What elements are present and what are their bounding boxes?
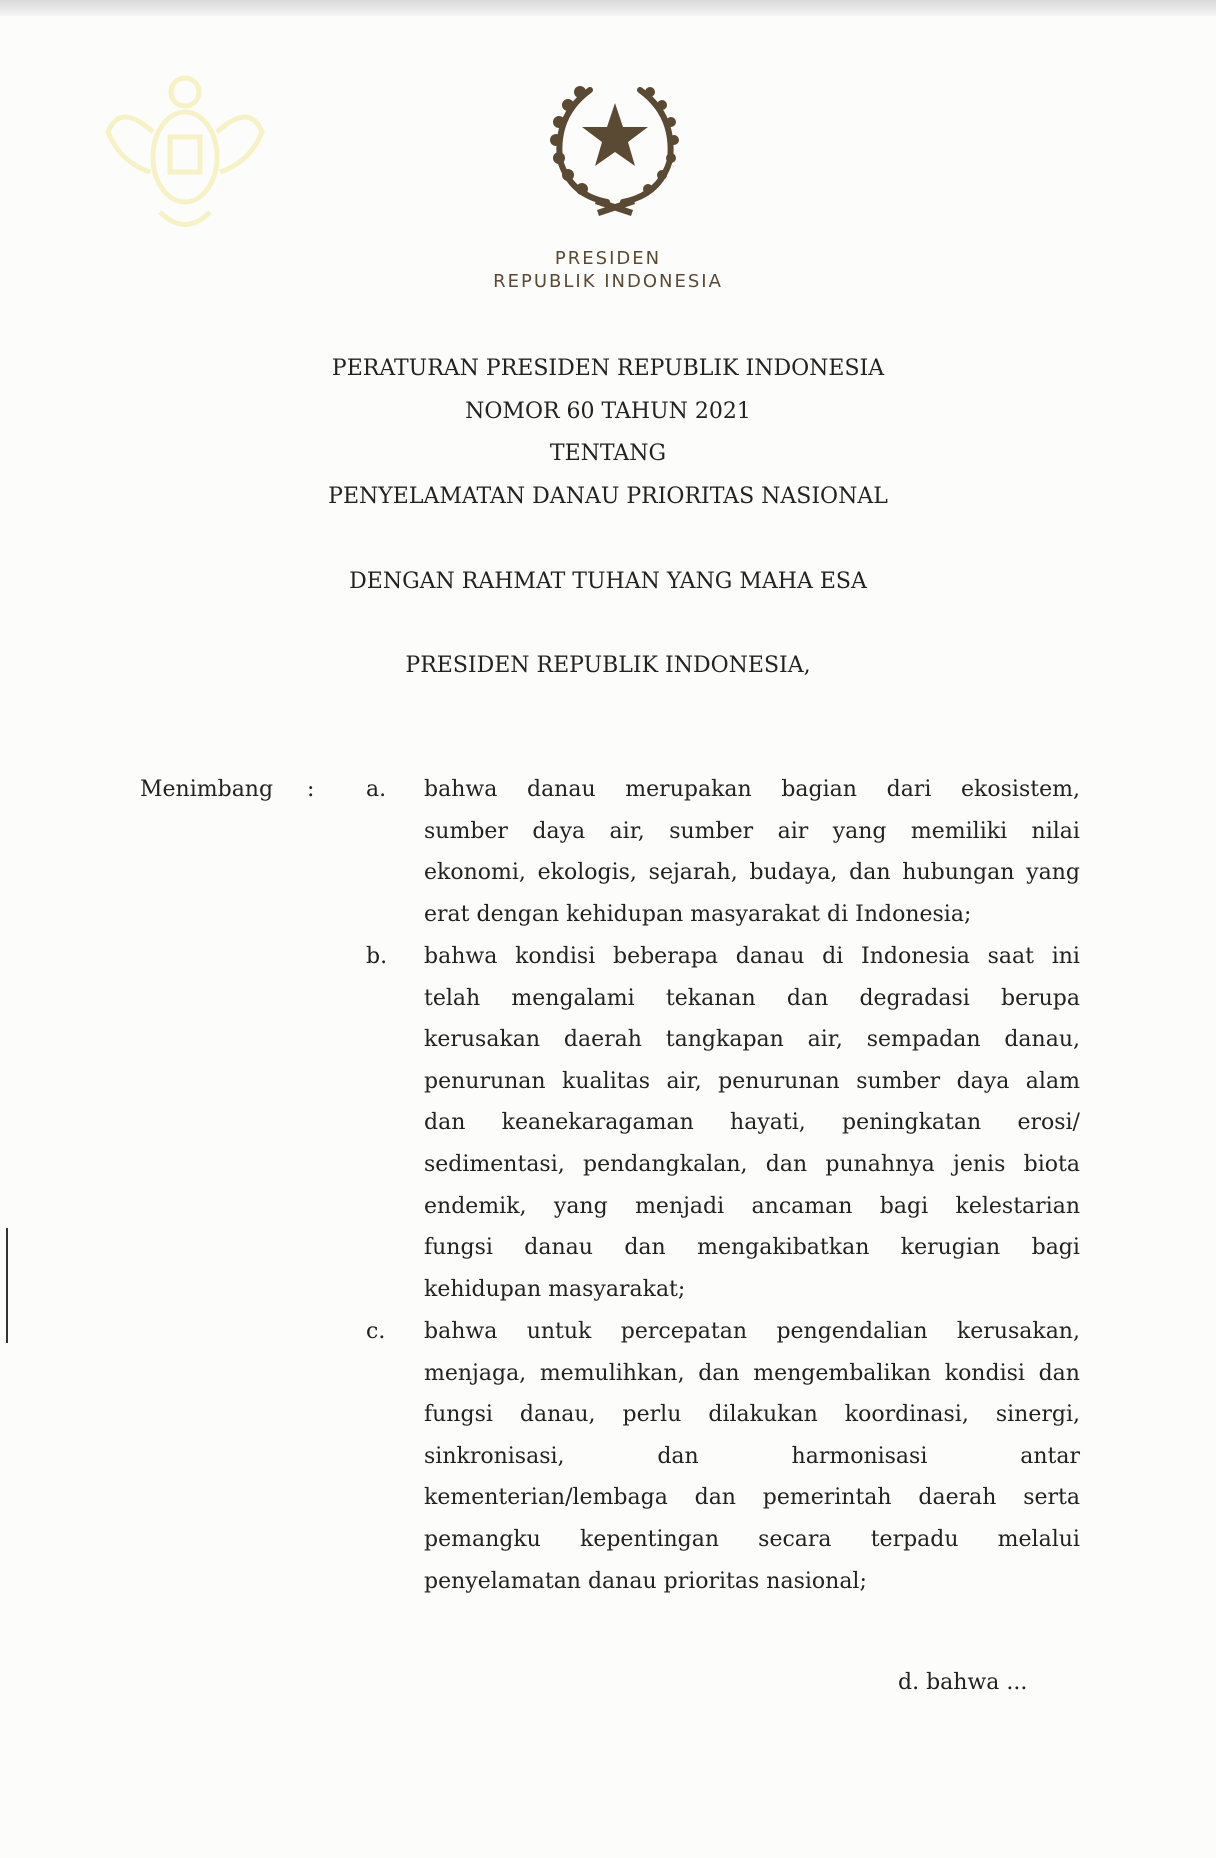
item-line: sedimentasi, pendangkalan, dan punahnya jenis biota <box>424 1152 1080 1177</box>
item-line: bahwa untuk percepatan pengendalian kerusakan, <box>424 1319 1080 1344</box>
item-line: bahwa danau merupakan bagian dari ekosistem, <box>424 777 1080 802</box>
letterhead-line-1: PRESIDEN <box>554 248 662 269</box>
item-line: sinkronisasi, dan harmonisasi antar <box>424 1444 1080 1469</box>
page-continuation: d. bahwa ... <box>898 1670 1028 1695</box>
preamble-presiden: PRESIDEN REPUBLIK INDONESIA, <box>405 653 811 678</box>
item-line: telah mengalami tekanan dan degradasi berupa <box>424 986 1080 1011</box>
item-line: endemik, yang menjadi ancaman bagi kelestarian <box>424 1194 1080 1219</box>
item-line: erat dengan kehidupan masyarakat di Indonesia; <box>424 902 972 927</box>
item-marker: c. <box>366 1319 386 1344</box>
item-line: menjaga, memulihkan, dan mengembalikan kondisi dan <box>424 1361 1080 1386</box>
presidential-emblem-icon <box>535 70 695 220</box>
item-line: fungsi danau, perlu dilakukan koordinasi, sinergi, <box>424 1402 1080 1427</box>
regulation-number: NOMOR 60 TAHUN 2021 <box>465 399 751 424</box>
scan-margin-line <box>6 1228 8 1343</box>
item-marker: a. <box>366 777 387 802</box>
item-line: kementerian/lembaga dan pemerintah daerah serta <box>424 1485 1080 1510</box>
item-line: sumber daya air, sumber air yang memiliki nilai <box>424 819 1080 844</box>
item-line: penurunan kualitas air, penurunan sumber daya alam <box>424 1069 1080 1094</box>
scan-edge <box>0 0 1216 16</box>
menimbang-label: Menimbang <box>140 777 274 802</box>
item-line: kehidupan masyarakat; <box>424 1277 686 1302</box>
preamble-rahmat: DENGAN RAHMAT TUHAN YANG MAHA ESA <box>349 569 867 594</box>
menimbang-colon: : <box>307 777 315 802</box>
letterhead-line-2: REPUBLIK INDONESIA <box>493 271 723 292</box>
regulation-subject: PENYELAMATAN DANAU PRIORITAS NASIONAL <box>328 484 888 509</box>
regulation-tentang: TENTANG <box>549 441 667 466</box>
item-line: fungsi danau dan mengakibatkan kerugian bagi <box>424 1235 1080 1260</box>
regulation-title: PERATURAN PRESIDEN REPUBLIK INDONESIA <box>331 356 885 381</box>
item-line: penyelamatan danau prioritas nasional; <box>424 1569 867 1594</box>
item-marker: b. <box>366 944 388 969</box>
item-line: ekonomi, ekologis, sejarah, budaya, dan hubungan yang <box>424 860 1080 885</box>
item-line: pemangku kepentingan secara terpadu melalui <box>424 1527 1080 1552</box>
garuda-watermark-icon <box>100 62 270 237</box>
item-line: bahwa kondisi beberapa danau di Indonesia saat ini <box>424 944 1080 969</box>
item-line: dan keanekaragaman hayati, peningkatan erosi/ <box>424 1110 1080 1135</box>
item-line: kerusakan daerah tangkapan air, sempadan danau, <box>424 1027 1080 1052</box>
